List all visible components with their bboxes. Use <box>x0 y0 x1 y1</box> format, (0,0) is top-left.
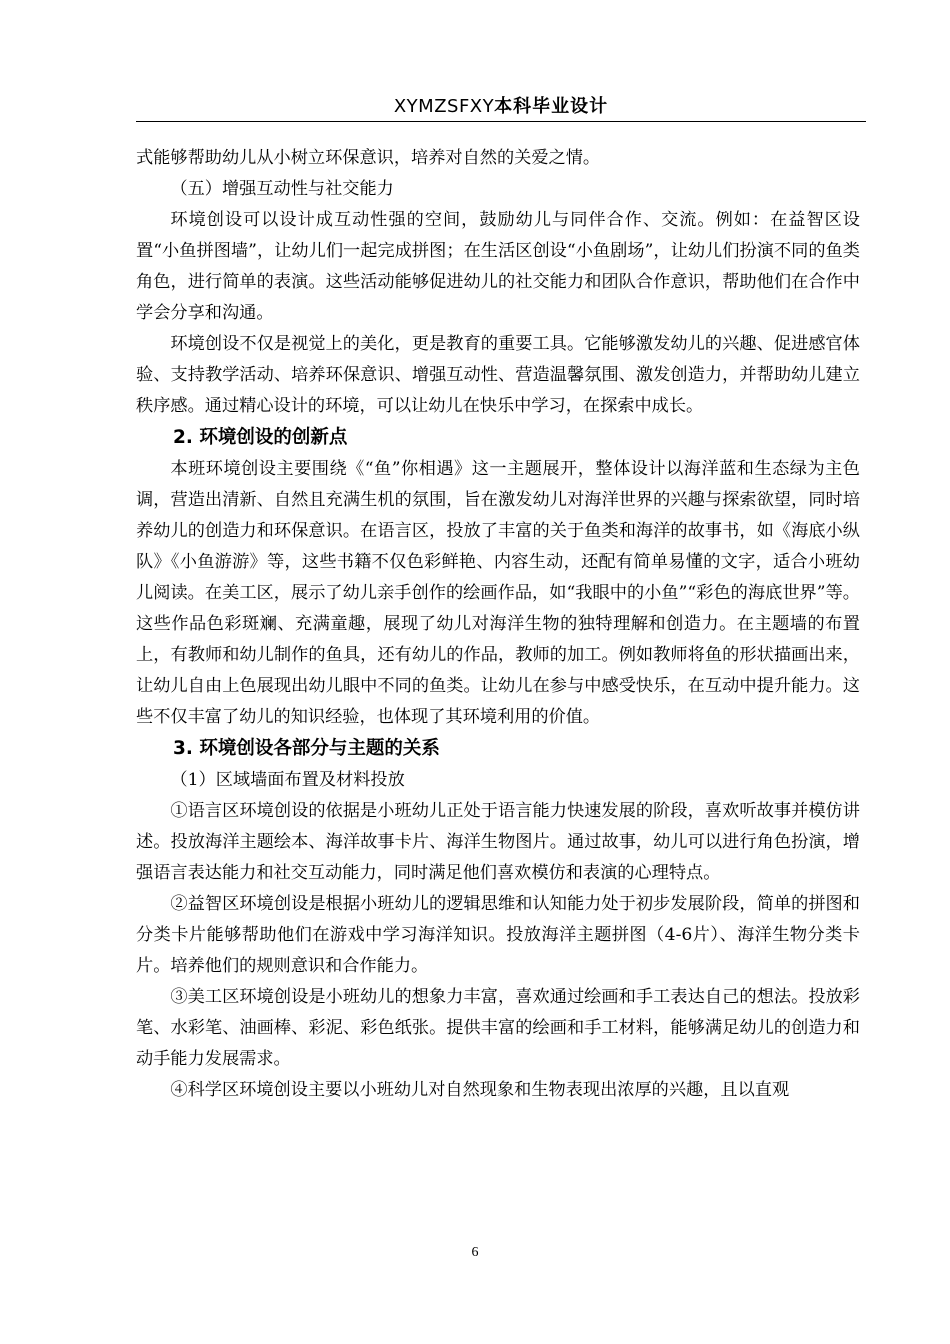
paragraph-language-area: ①语言区环境创设的依据是小班幼儿正处于语言能力快速发展的阶段，喜欢听故事并模仿讲述。投放海洋主题绘本、海洋故事卡片、海洋生物图片。通过故事，幼儿可以进行角色扮演，增强语言表达能力和社交互动能力，同时满足他们喜欢模仿和表演的心理特点。 <box>136 801 860 883</box>
header-school-code: XYMZSFXY <box>393 96 495 117</box>
paragraph-art-area: ③美工区环境创设是小班幼儿的想象力丰富，喜欢通过绘画和手工表达自己的想法。投放彩笔、水彩笔、油画棒、彩泥、彩色纸张。提供丰富的绘画和手工材料，能够满足幼儿的创造力和动手能力发展需求。 <box>136 987 860 1069</box>
page-number: 6 <box>471 1245 479 1260</box>
paragraph-continuation: 式能够帮助幼儿从小树立环保意识，培养对自然的关爱之情。 <box>136 148 601 168</box>
paragraph-science-area: ④科学区环境创设主要以小班幼儿对自然现象和生物表现出浓厚的兴趣，且以直观 <box>170 1080 790 1100</box>
page-header <box>136 93 866 122</box>
section-heading-relation: 3. 环境创设各部分与主题的关系 <box>173 738 440 759</box>
section-heading-innovation: 2. 环境创设的创新点 <box>173 427 348 448</box>
header-title: 本科毕业设计 <box>494 96 609 117</box>
paragraph-summary: 环境创设不仅是视觉上的美化，更是教育的重要工具。它能够激发幼儿的兴趣、促进感官体验、支持教学活动、培养环保意识、增强互动性、营造温馨氛围、激发创造力，并帮助幼儿建立秩序感。通过精心设计的环境，可以让幼儿在快乐中学习，在探索中成长。 <box>136 334 860 416</box>
subheading-area-layout: （1）区域墙面布置及材料投放 <box>170 770 405 790</box>
paragraph-innovation: 本班环境创设主要围绕《“鱼”你相遇》这一主题展开，整体设计以海洋蓝和生态绿为主色调，营造出清新、自然且充满生机的氛围，旨在激发幼儿对海洋世界的兴趣与探索欲望，同时培养幼儿的创造力和环保意识。在语言区，投放了丰富的关于鱼类和海洋的故事书，如《海底小纵队》《小鱼游游》等，这些书籍不仅色彩鲜艳、内容生动，还配有简单易懂的文字，适合小班幼儿阅读。在美工区，展示了幼儿亲手创作的绘画作品，如“我眼中的小鱼”“彩色的海底世界”等。这些作品色彩斑斓、充满童趣，展现了幼儿对海洋生物的独特理解和创造力。在主题墙的布置上，有教师和幼儿制作的鱼具，还有幼儿的作品，教师的加工。例如教师将鱼的形状描画出来，让幼儿自由上色展现出幼儿眼中不同的鱼类。让幼儿在参与中感受快乐，在互动中提升能力。这些不仅丰富了幼儿的知识经验，也体现了其环境利用的价值。 <box>136 459 860 727</box>
body-text <box>136 143 860 1106</box>
subheading-interaction: （五）增强互动性与社交能力 <box>170 179 394 199</box>
paragraph-interaction: 环境创设可以设计成互动性强的空间，鼓励幼儿与同伴合作、交流。例如：在益智区设置“小鱼拼图墙”，让幼儿们一起完成拼图；在生活区创设“小鱼剧场”，让幼儿们扮演不同的鱼类角色，进行简单的表演。这些活动能够促进幼儿的社交能力和团队合作意识，帮助他们在合作中学会分享和沟通。 <box>136 210 860 323</box>
paragraph-puzzle-area: ②益智区环境创设是根据小班幼儿的逻辑思维和认知能力处于初步发展阶段，简单的拼图和分类卡片能够帮助他们在游戏中学习海洋知识。投放海洋主题拼图（4-6片）、海洋生物分类卡片。培养他们的规则意识和合作能力。 <box>136 894 860 976</box>
